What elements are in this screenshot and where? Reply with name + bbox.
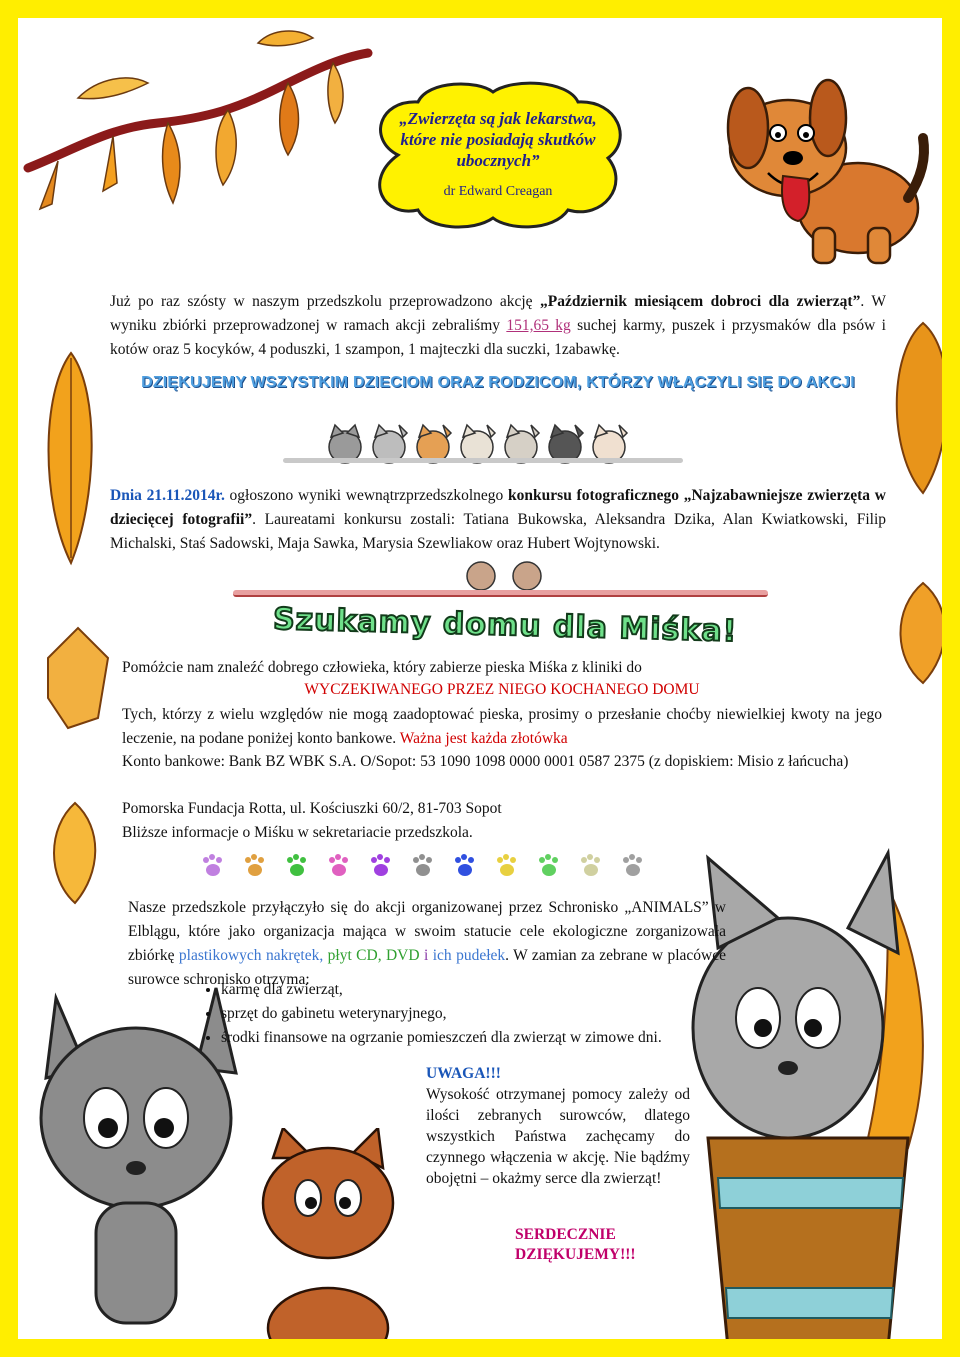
intro-text: Już po raz szósty w naszym przedszkolu przeprowadzono akcję [110, 293, 540, 310]
divider [233, 590, 768, 597]
contest-name: konkursu fotograficznego „Najzabawniejsze zwierzęta w dziecięcej fotografii” [110, 487, 886, 528]
closing-line1: SERDECZNIE [515, 1226, 616, 1243]
contest-text: ogłoszono wyniki wewnątrzprzedszkolnego [224, 487, 509, 504]
thanks-heading: DZIĘKUJEMY WSZYSTKIM DZIECIOM ORAZ RODZICOM, KTÓRZY WŁĄCZYLI SIĘ DO AKCJI [141, 374, 855, 391]
uwaga-text: Wysokość otrzymanej pomocy zależy od ilości zebranych surowców, dlatego wszystkich Państwa zachęcamy do czynnego włączenia w akcję. Nie bądźmy obojętni – okażmy serce dla zwierząt! [426, 1086, 690, 1187]
shelter-item-cds: płyt CD, DVD [323, 947, 424, 964]
leaf-icon [38, 618, 118, 738]
misiek-appeal-text: Tych, którzy z wielu względów nie mogą zaadoptować pieska, prosimy o przesłanie choćby niewielkiej kwoty na jego leczenie, na podane poniżej konto bankowe. [122, 706, 882, 747]
shelter-item-caps: plastikowych nakrętek, [178, 947, 324, 964]
shelter-text: Nasze przedszkole przyłączyło się do akcji organizowanej przez Schronisko „ANIMALS” w Elblągu, które jako organizacja mająca w swoim statucie cele ekologiczne zorganizowała zbiórkę [128, 899, 726, 964]
campaign-name: „Październik miesiącem dobroci dla zwierząt” [539, 293, 861, 310]
misiek-appeal-emphasis: Ważna jest każda złotówka [399, 730, 568, 747]
quote-bubble [368, 80, 628, 230]
misiek-appeal [122, 703, 882, 751]
intro-text-2: . W wyniku zbiórki przeprowadzonej w ramach akcji zebraliśmy [110, 293, 886, 334]
paw-print-icon [198, 848, 668, 882]
leaf-icon [36, 348, 106, 568]
bank-account: Konto bankowe: Bank BZ WBK S.A. O/Sopot: 53 1090 1098 0000 0001 0587 2375 (z dopiskiem: Misio z łańcucha) [122, 753, 849, 770]
uwaga-title: UWAGA!!! [426, 1065, 501, 1082]
closing-thanks [515, 1225, 636, 1265]
brown-cat-icon [243, 1128, 413, 1357]
quote-text: „Zwierzęta są jak lekarstwa, które nie posiadają skutków ubocznych” [399, 109, 597, 170]
leaf-icon [883, 318, 960, 498]
misiek-info: Bliższe informacje o Miśku w sekretariacie przedszkola. [122, 824, 473, 841]
leaf-icon [888, 578, 958, 688]
closing-line2: DZIĘKUJEMY!!! [515, 1246, 636, 1263]
shelter-benefits-list [193, 978, 662, 1050]
dog-icon [708, 58, 938, 268]
shelter-text-2: . W zamian za zebrane w placówce surowce schronisko otrzyma: [128, 947, 727, 988]
quote-author: dr Edward Creagan [443, 184, 553, 199]
contest-winners: . Laureatami konkursu zostali: Tatiana Bukowska, Aleksandra Dzika, Alan Kwiatkowski, Filip Michalski, Staś Sadowski, Maja Sawka, Marysia Szewliakow oraz Hubert Wojtynowski. [110, 511, 886, 552]
misiek-title: Szukamy domu dla Miśka! [272, 601, 738, 650]
cat-icon [461, 556, 551, 592]
contest-paragraph [110, 484, 886, 556]
leaf-icon [40, 798, 110, 908]
autumn-branch-icon [18, 18, 378, 258]
uwaga-box [426, 1063, 690, 1189]
list-item: • środki finansowe na ogrzanie pomieszczeń dla zwierząt w zimowe dni. [221, 1026, 662, 1050]
amount-collected: 151,65 kg [506, 317, 571, 334]
shelter-item-boxes: ich pudełek [428, 947, 506, 964]
divider [283, 458, 683, 463]
misiek-line1: Pomóżcie nam znaleźć dobrego człowieka, który zabierze pieska Miśka z kliniki do [122, 659, 642, 676]
list-item: • sprzęt do gabinetu weterynaryjnego, [221, 1002, 662, 1026]
list-item: • karmę dla zwierząt, [221, 978, 662, 1002]
contest-date: Dnia 21.11.2014r. [110, 487, 225, 504]
misiek-line2: WYCZEKIWANEGO PRZEZ NIEGO KOCHANEGO DOMU [304, 681, 700, 698]
shelter-item-and: i [424, 947, 429, 964]
foundation-address: Pomorska Fundacja Rotta, ul. Kościuszki 60/2, 81-703 Sopot [122, 800, 502, 817]
intro-paragraph [110, 290, 886, 362]
intro-text-3: suchej karmy, puszek i przysmaków dla psów i kotów oraz 5 kocyków, 4 poduszki, 1 szampon, 1 majteczki dla suczki, 1zabawkę. [110, 317, 886, 358]
